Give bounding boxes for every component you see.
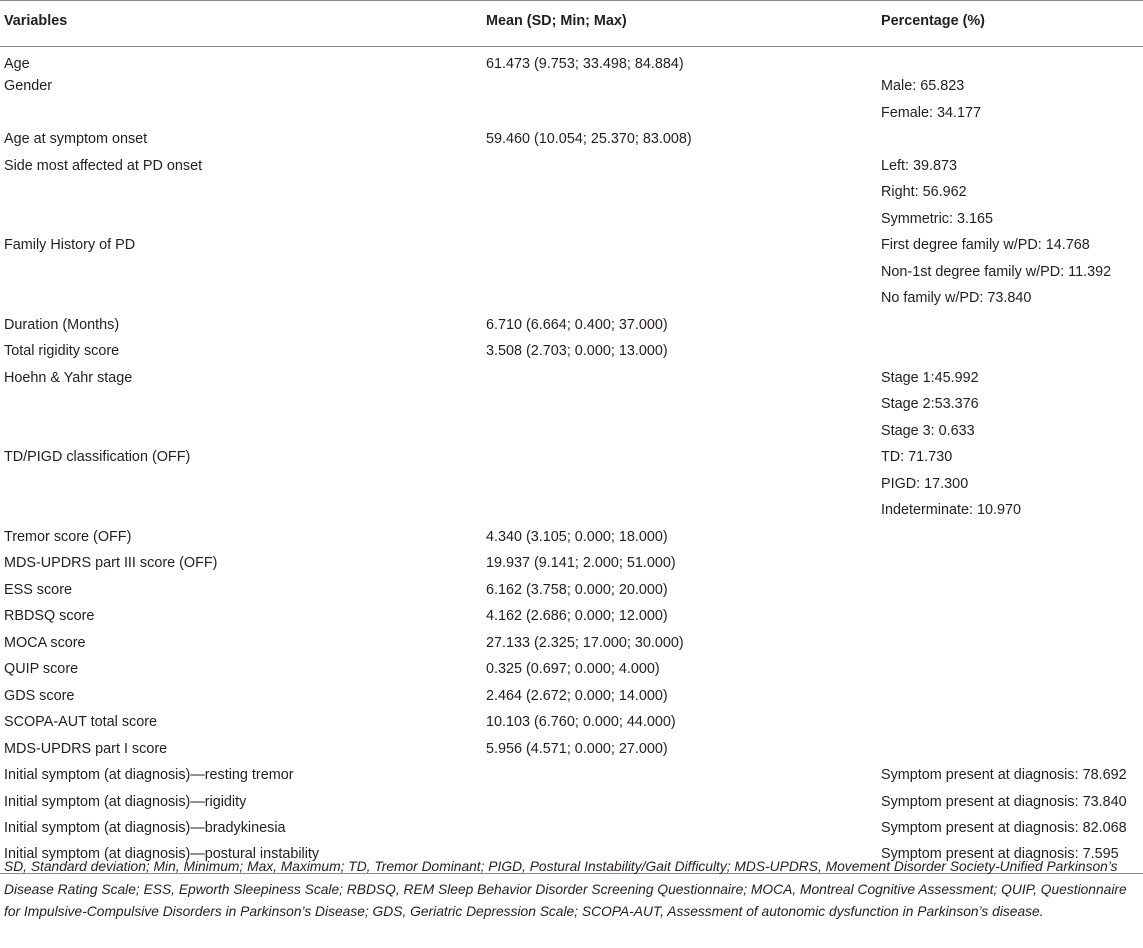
percentage-cell: Left: 39.873 (881, 157, 958, 174)
header-variables: Variables (0, 1, 486, 47)
mean-cell (486, 444, 881, 471)
percentage-cell: Symptom present at diagnosis: 73.840 (881, 793, 1127, 810)
header-mean: Mean (SD; Min; Max) (486, 1, 881, 47)
variable-cell (0, 179, 486, 206)
percentage-cell (881, 603, 1143, 630)
percentage-cell: Symptom present at diagnosis: 78.692 (881, 767, 1127, 784)
mean-cell: 3.508 (2.703; 0.000; 13.000) (486, 343, 668, 360)
table-row (0, 789, 1143, 816)
variable-cell: MDS-UPDRS part I score (4, 740, 168, 757)
mean-cell (486, 285, 881, 312)
variable-cell (0, 391, 486, 418)
table-row (0, 709, 1143, 736)
table-row (0, 391, 1143, 418)
variable-cell (0, 418, 486, 445)
mean-cell (486, 153, 881, 180)
table-row (0, 418, 1143, 445)
table-row (0, 179, 1143, 206)
mean-cell (486, 471, 881, 498)
table-row (0, 232, 1143, 259)
mean-cell: 19.937 (9.141; 2.000; 51.000) (486, 555, 676, 572)
percentage-cell: Symptom present at diagnosis: 7.595 (881, 842, 1143, 874)
percentage-cell: Right: 56.962 (881, 184, 967, 201)
percentage-cell: Indeterminate: 10.970 (881, 502, 1022, 519)
variable-cell: Initial symptom (at diagnosis)—resting tremor (4, 767, 294, 784)
table-row (0, 630, 1143, 657)
mean-cell: 61.473 (9.753; 33.498; 84.884) (486, 56, 684, 72)
variable-cell: ESS score (4, 581, 72, 598)
table-row (0, 73, 1143, 100)
variable-cell: Tremor score (OFF) (4, 528, 132, 545)
mean-cell: 5.956 (4.571; 0.000; 27.000) (486, 740, 668, 757)
table-row (0, 497, 1143, 524)
mean-cell (486, 391, 881, 418)
percentage-cell (881, 550, 1143, 577)
variable-cell: GDS score (4, 687, 75, 704)
percentage-cell: Male: 65.823 (881, 78, 965, 95)
percentage-cell: Non-1st degree family w/PD: 11.392 (881, 263, 1112, 280)
mean-cell (486, 73, 881, 100)
table-row (0, 762, 1143, 789)
variable-cell: Side most affected at PD onset (4, 157, 203, 174)
percentage-cell (881, 736, 1143, 763)
variable-cell: Gender (4, 78, 52, 95)
mean-cell: 59.460 (10.054; 25.370; 83.008) (486, 131, 692, 148)
table-row (0, 285, 1143, 312)
mean-cell: 4.162 (2.686; 0.000; 12.000) (486, 608, 668, 625)
percentage-cell (881, 312, 1143, 339)
table-row (0, 338, 1143, 365)
variable-cell: MDS-UPDRS part III score (OFF) (4, 555, 218, 572)
variable-cell (0, 285, 486, 312)
variable-cell (0, 259, 486, 286)
variable-cell: Age at symptom onset (4, 131, 148, 148)
percentage-cell: No family w/PD: 73.840 (881, 290, 1032, 307)
table-row (0, 444, 1143, 471)
variable-cell (0, 471, 486, 498)
percentage-cell: Symptom present at diagnosis: 82.068 (881, 820, 1127, 837)
percentage-cell: Symmetric: 3.165 (881, 210, 993, 227)
table-row (0, 603, 1143, 630)
mean-cell (486, 365, 881, 392)
mean-cell: 10.103 (6.760; 0.000; 44.000) (486, 714, 676, 731)
table-footnote: SD, Standard deviation; Min, Minimum; Max, Maximum; TD, Tremor Dominant; PIGD, Postural Instability/Gait Difficulty; MDS-UPDRS, Movement Disorder Society-Unified Parkinson’s Disease Rating Scale; ESS, Epworth Sleepiness Scale; RBDSQ, REM Sleep Behavior Disorder Screening Questionnaire; MOCA, Montreal Cognitive Assessment; QUIP, Questionnaire for Impulsive-Compulsive Disorders in Parkinson’s Disease; GDS, Geriatric Depression Scale; SCOPA-AUT, Assessment of autonomic dysfunction in Parkinson’s disease. (4, 859, 1127, 919)
mean-cell (486, 418, 881, 445)
table-row (0, 471, 1143, 498)
mean-cell (486, 100, 881, 127)
variable-cell: Hoehn & Yahr stage (4, 369, 133, 386)
percentage-cell: Stage 1:45.992 (881, 369, 979, 386)
mean-cell (486, 789, 881, 816)
table-row (0, 47, 1143, 74)
percentage-cell (881, 524, 1143, 551)
table-row (0, 815, 1143, 842)
variable-cell: TD/PIGD classification (OFF) (4, 449, 191, 466)
table-row (0, 365, 1143, 392)
variable-cell: Initial symptom (at diagnosis)—postural instability (0, 842, 486, 874)
table-row (0, 736, 1143, 763)
percentage-cell: First degree family w/PD: 14.768 (881, 237, 1090, 254)
table-row (0, 550, 1143, 577)
table-row (0, 100, 1143, 127)
table-row (0, 656, 1143, 683)
variable-cell: Age (4, 56, 30, 72)
percentage-cell (881, 338, 1143, 365)
percentage-cell (881, 683, 1143, 710)
mean-cell (486, 815, 881, 842)
table-body (0, 47, 1143, 874)
header-percentage: Percentage (%) (881, 1, 1143, 47)
mean-cell (486, 206, 881, 233)
table-row (0, 153, 1143, 180)
percentage-cell (881, 709, 1143, 736)
table-header (0, 1, 1143, 47)
variable-cell: Duration (Months) (4, 316, 120, 333)
variable-cell: Initial symptom (at diagnosis)—rigidity (4, 793, 247, 810)
percentage-cell (881, 126, 1143, 153)
percentage-cell (881, 630, 1143, 657)
variable-cell: Family History of PD (4, 237, 136, 254)
table-row (0, 577, 1143, 604)
mean-cell (486, 497, 881, 524)
percentage-cell: Female: 34.177 (881, 104, 981, 121)
table-row (0, 126, 1143, 153)
percentage-cell: Stage 3: 0.633 (881, 422, 975, 439)
percentage-cell (881, 47, 1143, 74)
mean-cell: 0.325 (0.697; 0.000; 4.000) (486, 661, 660, 678)
variable-cell (0, 497, 486, 524)
table-row (0, 259, 1143, 286)
variable-cell (0, 100, 486, 127)
variable-cell: MOCA score (4, 634, 86, 651)
mean-cell: 4.340 (3.105; 0.000; 18.000) (486, 528, 668, 545)
variable-cell: SCOPA-AUT total score (4, 714, 158, 731)
table-row (0, 683, 1143, 710)
mean-cell: 27.133 (2.325; 17.000; 30.000) (486, 634, 684, 651)
header-row (0, 1, 1143, 47)
variable-cell: Total rigidity score (4, 343, 120, 360)
mean-cell: 6.162 (3.758; 0.000; 20.000) (486, 581, 668, 598)
percentage-cell (881, 656, 1143, 683)
mean-cell: 6.710 (6.664; 0.400; 37.000) (486, 316, 668, 333)
variable-cell (0, 206, 486, 233)
table-row (0, 524, 1143, 551)
percentage-cell (881, 577, 1143, 604)
percentage-cell: PIGD: 17.300 (881, 475, 969, 492)
variable-cell: Initial symptom (at diagnosis)—bradykinesia (4, 820, 286, 837)
variable-cell: RBDSQ score (4, 608, 95, 625)
percentage-cell: TD: 71.730 (881, 449, 953, 466)
mean-cell (486, 762, 881, 789)
table-row (0, 206, 1143, 233)
percentage-cell: Stage 2:53.376 (881, 396, 979, 413)
mean-cell: 2.464 (2.672; 0.000; 14.000) (486, 687, 668, 704)
table-row (0, 312, 1143, 339)
mean-cell (486, 259, 881, 286)
mean-cell (486, 232, 881, 259)
mean-cell (486, 179, 881, 206)
variable-cell: QUIP score (4, 661, 79, 678)
